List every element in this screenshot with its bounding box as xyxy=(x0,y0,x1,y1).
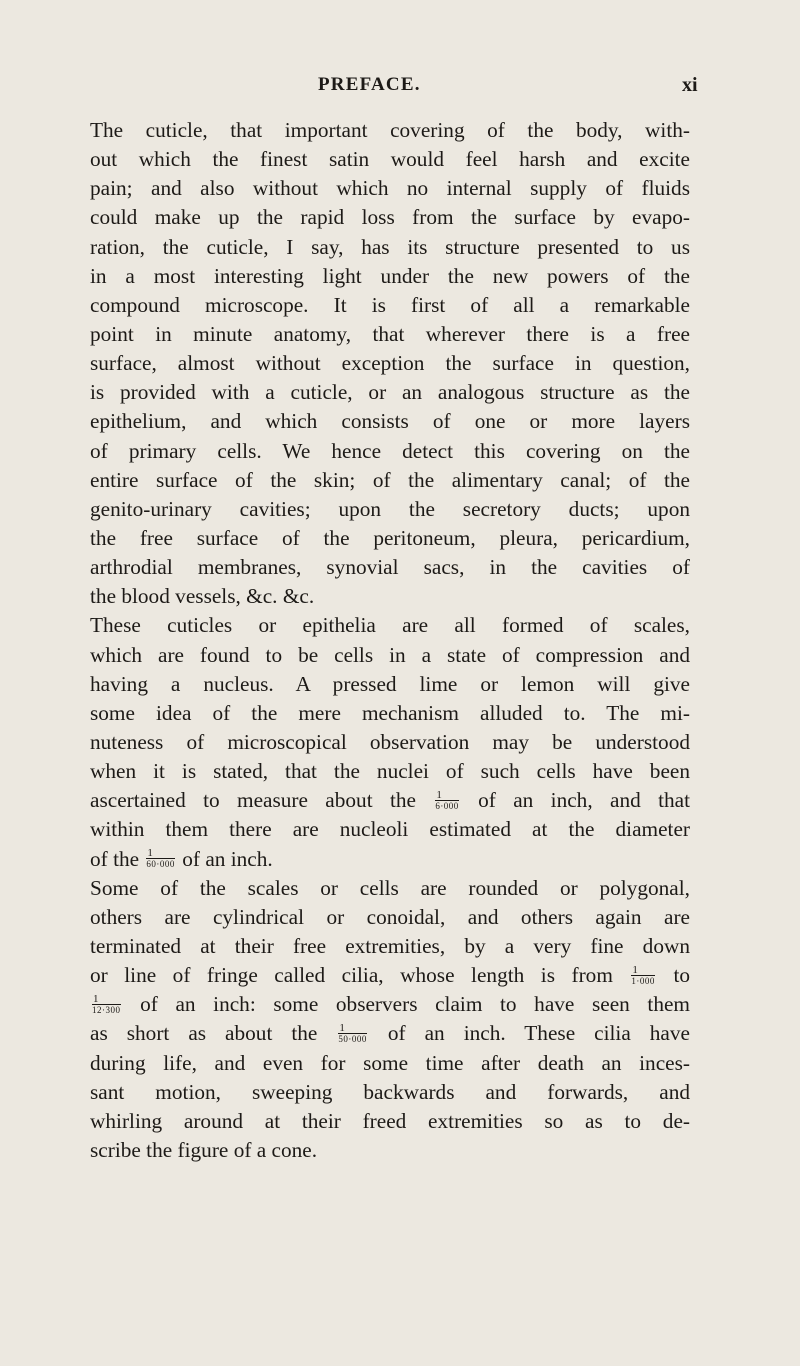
fraction-denominator: 6·000 xyxy=(435,800,459,811)
text-line: some idea of the mere mechanism alluded to. The mi- xyxy=(90,700,690,725)
text-line: genito-urinary cavities; upon the secretory ducts; upon xyxy=(90,496,690,521)
text-line: could make up the rapid loss from the surface by evapo- xyxy=(90,205,690,230)
fraction xyxy=(338,1023,367,1044)
text-line-with-fraction xyxy=(90,786,690,815)
running-head-title: PREFACE. xyxy=(318,74,421,95)
text-line: others are cylindrical or conoidal, and others again are xyxy=(90,904,690,929)
running-head xyxy=(0,74,800,104)
text-line: These cuticles or epithelia are all formed of scales, xyxy=(90,613,690,638)
text-segment: of an inch, and that xyxy=(478,788,691,813)
text-line: arthrodial membranes, synovial sacs, in the cavities of xyxy=(90,555,690,580)
text-line: epithelium, and which consists of one or more layers xyxy=(90,409,690,434)
text-segment: of an inch: some observers claim to have seen them xyxy=(140,992,691,1017)
text-line: The cuticle, that important covering of the body, with- xyxy=(90,118,690,142)
text-line: entire surface of the skin; of the alimentary canal; of the xyxy=(90,467,690,492)
text-line: the blood vessels, &c. &c. xyxy=(90,584,315,609)
text-line: ration, the cuticle, I say, has its structure presented to us xyxy=(90,234,690,259)
text-line: compound microscope. It is first of all a remarkable xyxy=(90,292,690,317)
fraction-denominator: 1·000 xyxy=(631,975,655,986)
text-line: which are found to be cells in a state of compression and xyxy=(90,642,690,667)
text-segment: of the xyxy=(90,846,140,871)
fraction-denominator: 12·300 xyxy=(92,1004,121,1015)
fraction-denominator: 50·000 xyxy=(338,1033,367,1044)
text-line: in a most interesting light under the new powers of the xyxy=(90,263,690,288)
page-number: xi xyxy=(682,74,698,96)
text-line: the free surface of the peritoneum, pleura, pericardium, xyxy=(90,525,690,550)
text-line: nuteness of microscopical observation may be understood xyxy=(90,729,690,754)
text-line: whirling around at their freed extremities so as to de- xyxy=(90,1108,690,1133)
text-line-with-fraction xyxy=(90,1019,690,1048)
fraction xyxy=(92,994,121,1015)
text-segment: of an inch. These cilia have xyxy=(387,1021,690,1046)
text-line: scribe the figure of a cone. xyxy=(90,1137,318,1162)
text-line: Some of the scales or cells are rounded or polygonal, xyxy=(90,875,690,900)
fraction-numerator: 1 xyxy=(92,994,121,1005)
text-line: surface, almost without exception the surface in question, xyxy=(90,351,690,376)
text-line: when it is stated, that the nuclei of such cells have been xyxy=(90,759,690,784)
text-line: during life, and even for some time after death an inces- xyxy=(90,1050,690,1075)
text-segment: to xyxy=(673,963,691,988)
fraction-numerator: 1 xyxy=(631,965,655,976)
body-text xyxy=(90,116,690,1165)
text-line: of primary cells. We hence detect this covering on the xyxy=(90,438,690,463)
text-line: point in minute anatomy, that wherever there is a free xyxy=(90,321,690,346)
fraction xyxy=(146,848,175,869)
text-line-with-fraction xyxy=(90,990,690,1019)
text-line: sant motion, sweeping backwards and forwards, and xyxy=(90,1079,690,1104)
text-segment: as short as about the xyxy=(90,1021,318,1046)
text-line-with-fraction xyxy=(90,845,690,874)
text-line: out which the finest satin would feel harsh and excite xyxy=(90,147,690,172)
text-line: within them there are nucleoli estimated at the diameter xyxy=(90,817,690,842)
text-line: terminated at their free extremities, by a very fine down xyxy=(90,933,690,958)
fraction-numerator: 1 xyxy=(435,790,459,801)
fraction-numerator: 1 xyxy=(338,1023,367,1034)
fraction-denominator: 60·000 xyxy=(146,859,175,870)
fraction xyxy=(435,790,459,811)
fraction xyxy=(631,965,655,986)
text-line: pain; and also without which no internal supply of fluids xyxy=(90,176,690,201)
text-line: is provided with a cuticle, or an analogous structure as the xyxy=(90,380,690,405)
text-line: having a nucleus. A pressed lime or lemon will give xyxy=(90,671,690,696)
fraction-numerator: 1 xyxy=(146,848,175,859)
text-segment: or line of fringe called cilia, whose length is from xyxy=(90,963,613,988)
text-segment: ascertained to measure about the xyxy=(90,788,416,813)
text-line-with-fraction xyxy=(90,961,690,990)
text-segment: of an inch. xyxy=(182,846,273,871)
